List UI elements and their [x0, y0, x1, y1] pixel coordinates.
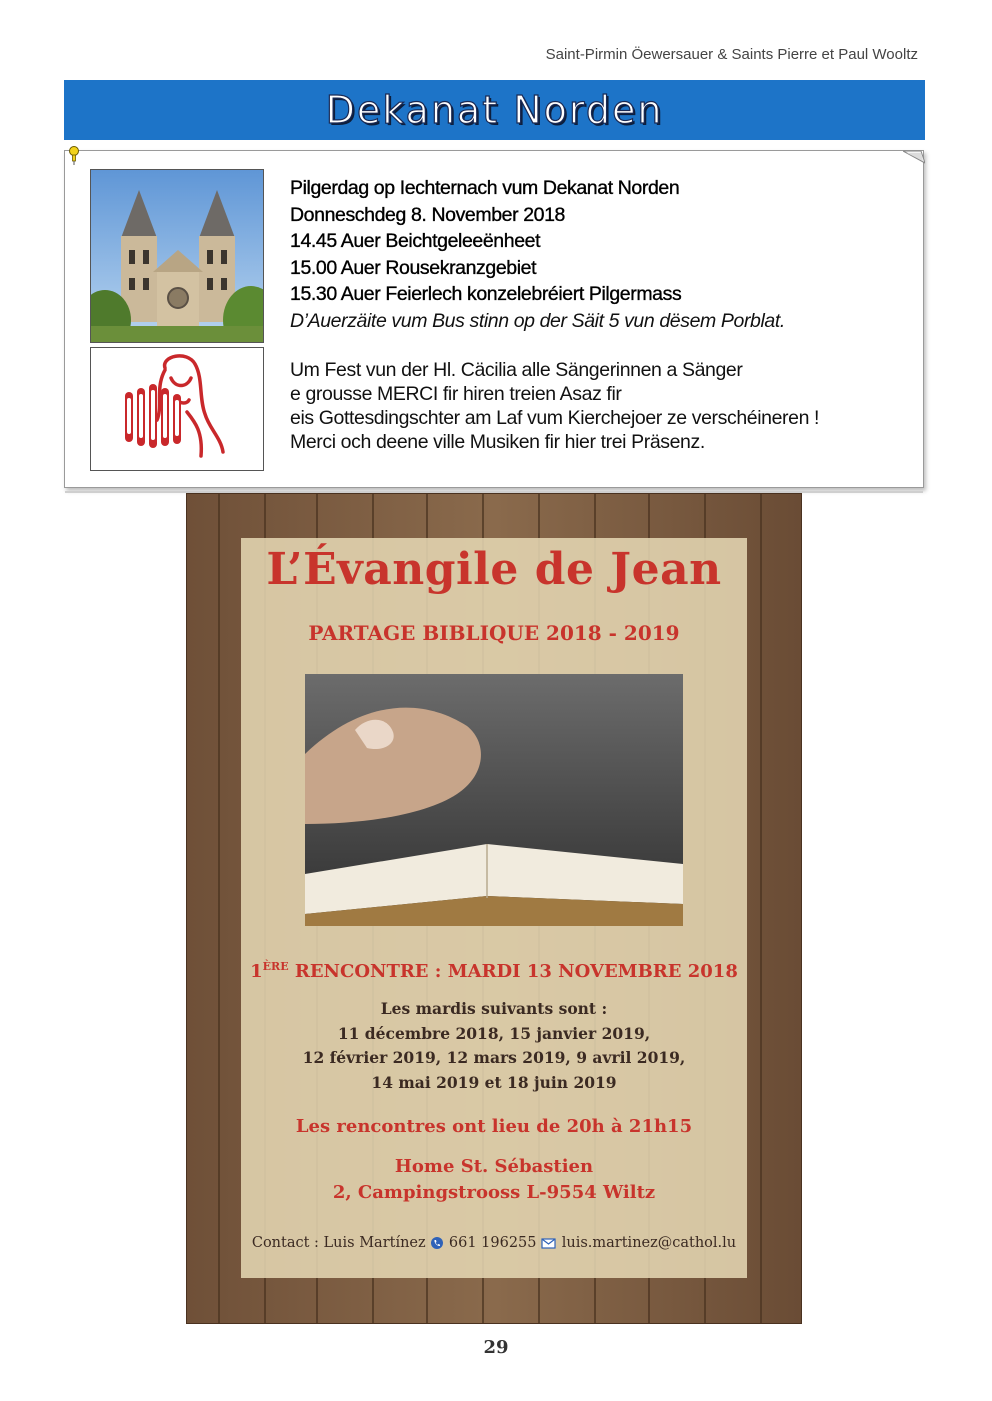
cecilia-line: eis Gottesdingschter am Laf vum Kierchejoer ze verschéineren !	[290, 407, 820, 429]
notice-box	[64, 150, 924, 488]
cecilia-line: e grousse MERCI fir hiren treien Asaz fir	[290, 383, 622, 405]
schedule-item: 15.00 Auer Rousekranzgebiet	[290, 256, 537, 279]
phone-icon	[430, 1236, 444, 1250]
meeting-dates: Les mardis suivants sont : 11 décembre 2018, 15 janvier 2019, 12 février 2019, 12 mars 2019, 9 avril 2019, 14 mai 2019 et 18 juin 2019	[302, 999, 686, 1092]
poster-subtitle: PARTAGE BIBLIQUE 2018 - 2019	[308, 621, 680, 645]
gospel-poster	[186, 493, 802, 1324]
saint-cecilia-image	[90, 347, 264, 471]
schedule-item: 14.45 Auer Beichtgeleeënheet	[290, 230, 541, 252]
section-title: Dekanat Norden	[325, 88, 664, 132]
cecilia-line: Um Fest vun der Hl. Cäcilia alle Sängerinnen a Sänger	[290, 359, 743, 381]
basilica-image	[90, 169, 264, 343]
poster-contact: Contact : Luis Martínez 661 196255 luis.martinez@cathol.lu	[251, 1235, 737, 1251]
bus-note: D’Auerzäite vum Bus stinn op der Säit 5 vun dësem Porblat.	[290, 309, 785, 332]
first-meeting: 1ÈRE RENCONTRE : MARDI 13 NOVEMBRE 2018	[250, 960, 738, 982]
section-banner	[64, 80, 925, 140]
mail-icon	[541, 1236, 557, 1250]
pilgrimage-date: Donneschdeg 8. November 2018	[290, 203, 565, 226]
cecilia-line: Merci och deene ville Musiken fir hier trei Präsenz.	[290, 431, 705, 453]
running-header: Saint-Pirmin Öewersauer & Saints Pierre et Paul Wooltz	[545, 46, 918, 63]
poster-title: L’Évangile de Jean	[266, 544, 722, 595]
notice-text	[290, 175, 910, 454]
pin-icon	[67, 145, 81, 165]
page-number: 29	[483, 1337, 509, 1358]
pilgrimage-title: Pilgerdag op Iechternach vum Dekanat Norden	[290, 177, 680, 199]
meeting-time: Les rencontres ont lieu de 20h à 21h15	[295, 1116, 693, 1137]
meeting-venue: Home St. Sébastien 2, Campingstrooss L-9554 Wiltz	[332, 1156, 656, 1203]
page-curl-icon	[903, 149, 925, 165]
schedule-item: 15.30 Auer Feierlech konzelebréiert Pilgermass	[290, 283, 682, 305]
